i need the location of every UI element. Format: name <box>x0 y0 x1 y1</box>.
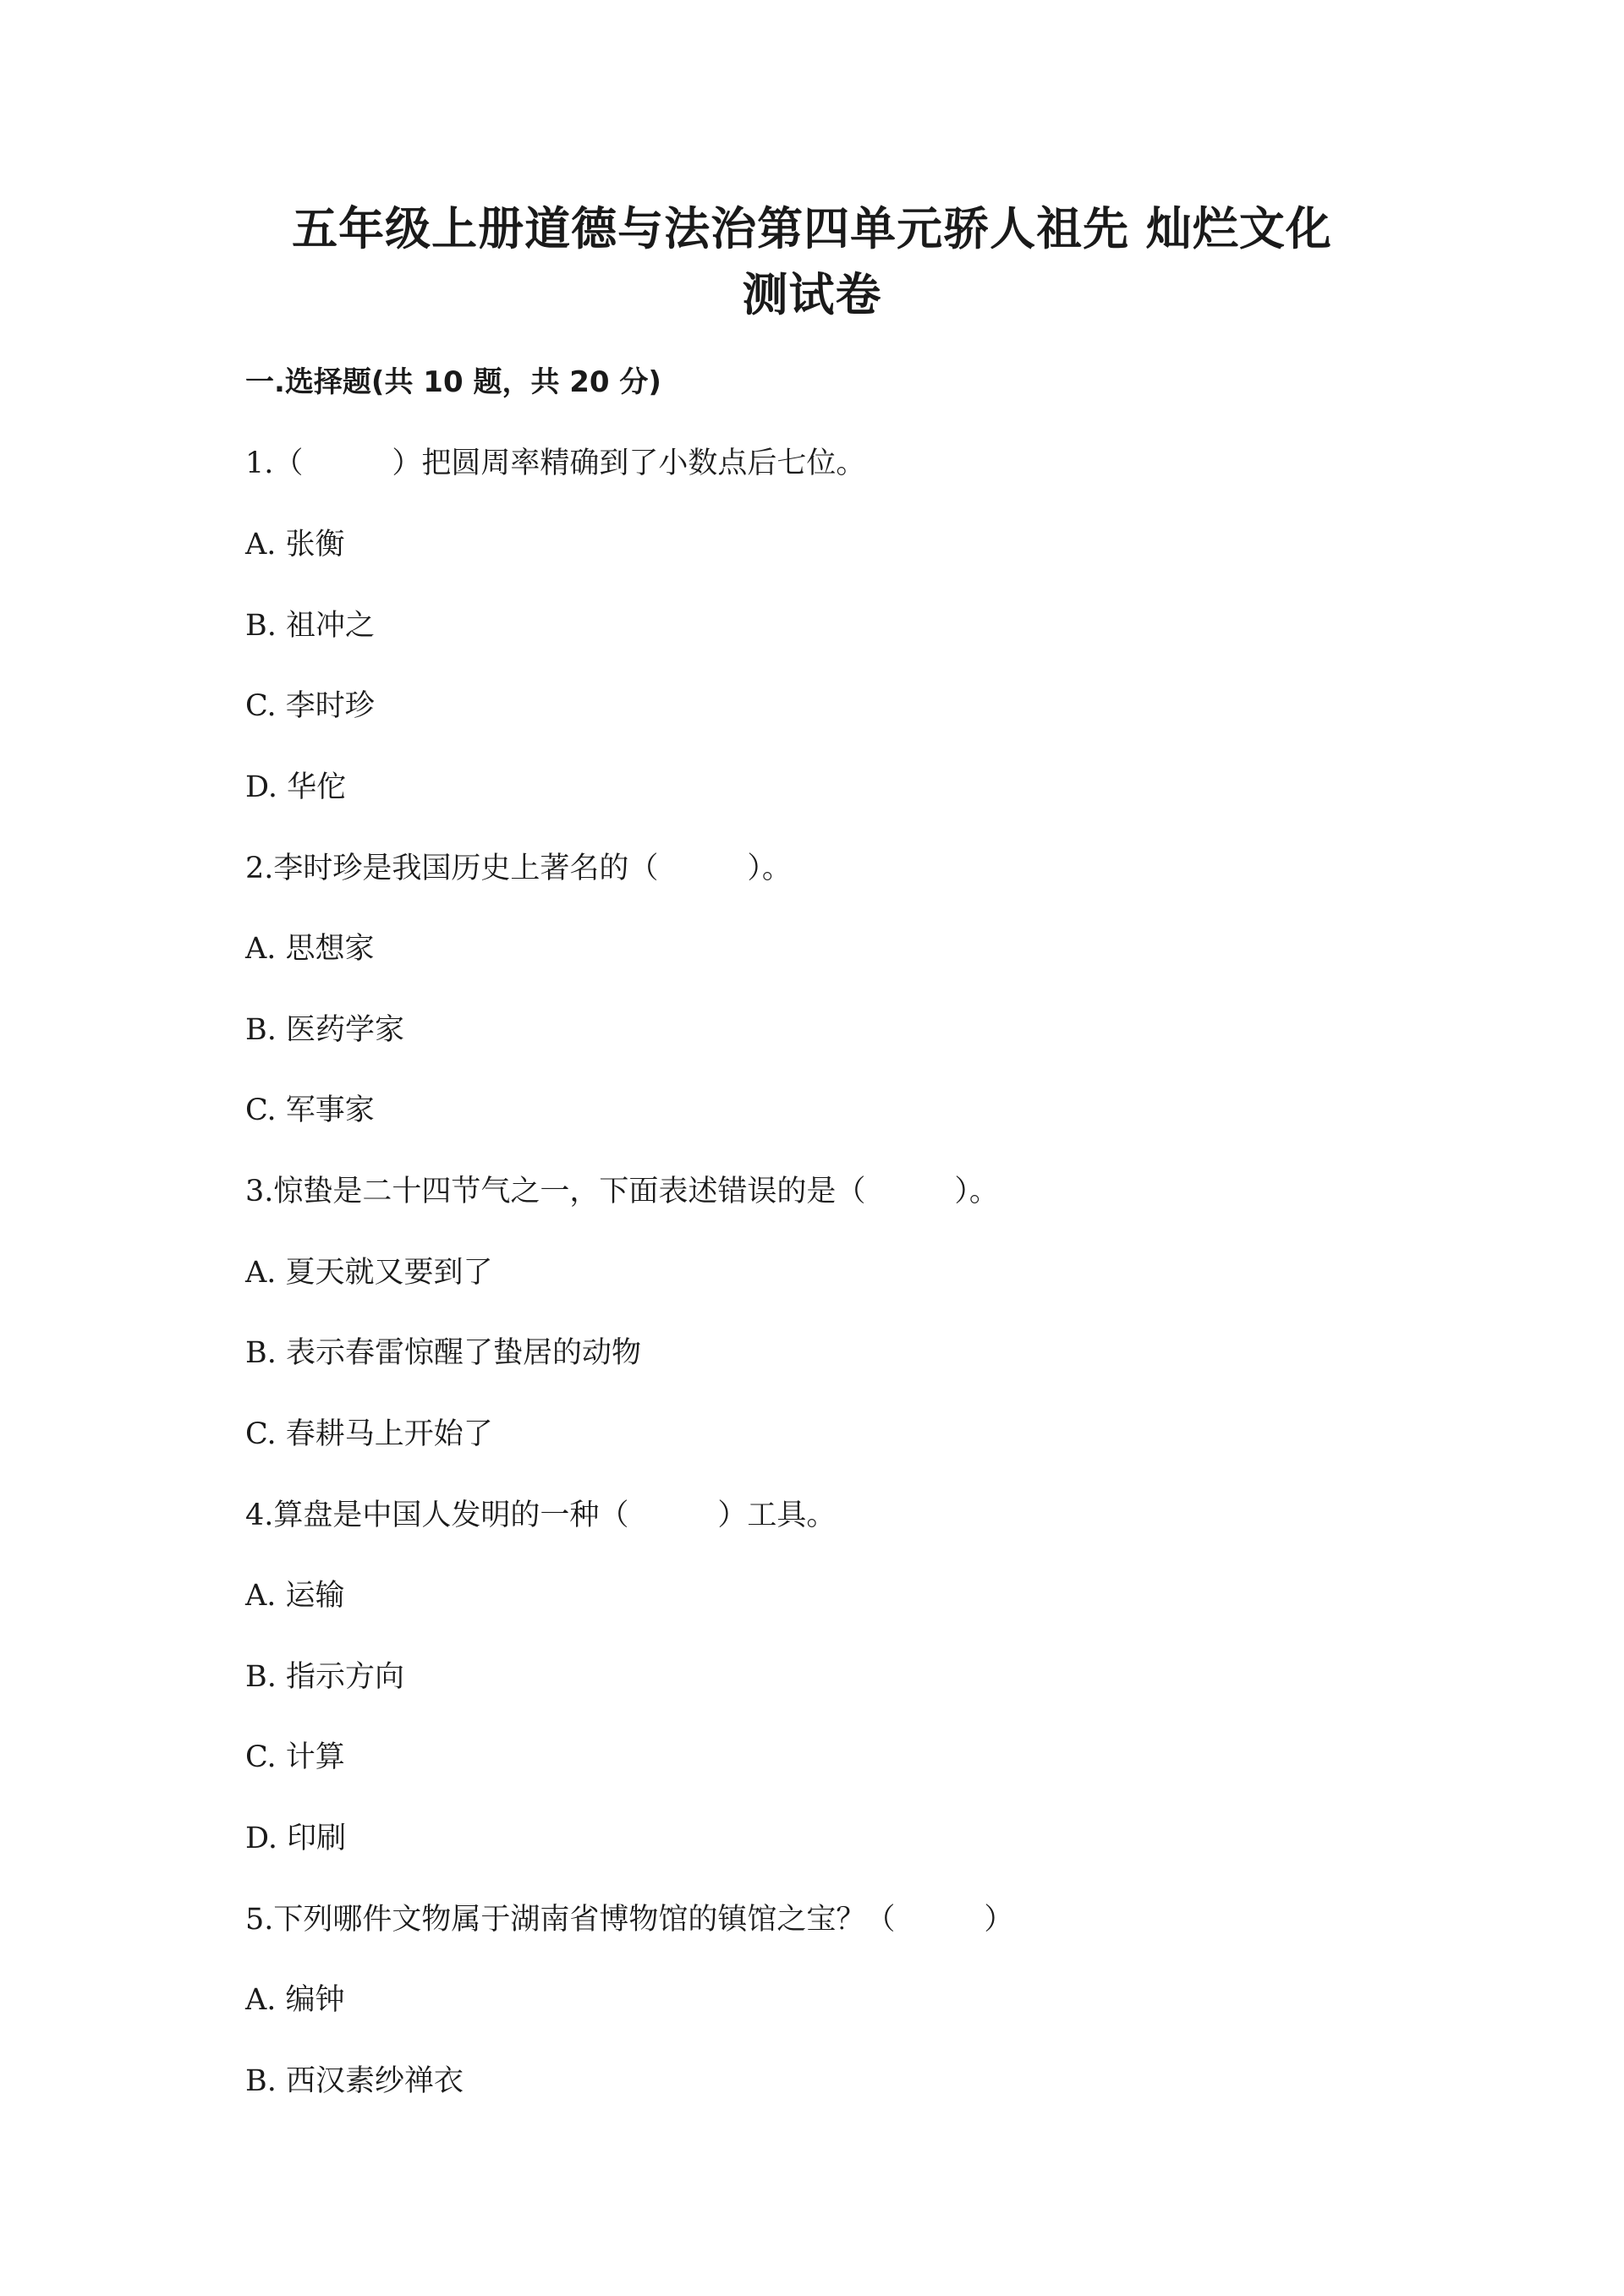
question-1-option-a: A. 张衡 <box>245 528 345 562</box>
question-3-stem: 3.惊蛰是二十四节气之一，下面表述错误的是（ ）。 <box>245 1175 999 1208</box>
question-3-option-b: B. 表示春雷惊醒了蛰居的动物 <box>245 1336 641 1370</box>
question-2-stem: 2.李时珍是我国历史上著名的（ ）。 <box>245 852 792 885</box>
question-3-option-a: A. 夏天就又要到了 <box>245 1256 493 1290</box>
section-heading: 一.选择题(共 10 题，共 20 分) <box>245 365 661 399</box>
question-3-option-c: C. 春耕马上开始了 <box>245 1417 493 1451</box>
question-2-option-a: A. 思想家 <box>245 932 375 966</box>
question-2-option-c: C. 军事家 <box>245 1093 375 1127</box>
question-1-option-d: D. 华佗 <box>245 770 347 804</box>
question-1-stem: 1.（ ）把圆周率精确到了小数点后七位。 <box>245 447 866 480</box>
question-4-option-d: D. 印刷 <box>245 1822 347 1855</box>
page-title-line-1: 五年级上册道德与法治第四单元骄人祖先 灿烂文化 <box>292 202 1332 255</box>
question-5-option-a: A. 编钟 <box>245 1983 345 2017</box>
question-4-option-a: A. 运输 <box>245 1579 345 1613</box>
question-4-option-b: B. 指示方向 <box>245 1660 404 1694</box>
question-4-option-c: C. 计算 <box>245 1740 345 1774</box>
question-1-option-b: B. 祖冲之 <box>245 609 375 643</box>
question-1-option-c: C. 李时珍 <box>245 689 375 723</box>
question-5-stem: 5.下列哪件文物属于湖南省博物馆的镇馆之宝？（ ） <box>245 1903 1014 1937</box>
question-4-stem: 4.算盘是中国人发明的一种（ ）工具。 <box>245 1499 837 1532</box>
question-2-option-b: B. 医药学家 <box>245 1013 404 1047</box>
page-title-line-2: 测试卷 <box>742 268 882 321</box>
question-5-option-b: B. 西汉素纱禅衣 <box>245 2064 464 2098</box>
